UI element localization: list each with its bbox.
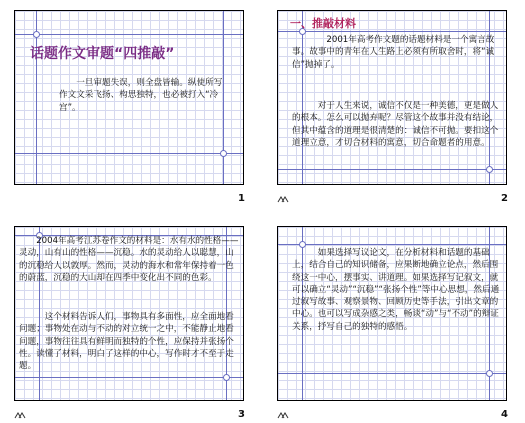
decor-circle xyxy=(220,150,227,157)
decor-circle xyxy=(33,31,40,38)
slide-paragraph: 一旦审题失误，则全盘皆输。纵使所写作文文采飞扬、构思独特，也必被打入“冷宫”。 xyxy=(59,78,223,113)
slide-number: 2 xyxy=(501,193,508,204)
decor-line xyxy=(278,244,506,245)
decor-circle xyxy=(486,370,493,377)
decor-circle xyxy=(486,166,493,173)
slide-paragraph: 对于人生来说，诚信不仅是一种美德，更是做人的根本。怎么可以抛弃呢？尽管这个故事并没有结论，但其中蕴含的道理是很清楚的：诚信不可抛。要扣这个道理立意，才切合材料的寓意，切合命题者的用意。 xyxy=(292,101,499,148)
decor-circle xyxy=(223,374,230,381)
slide-title: 一、推敲材料 xyxy=(290,17,356,30)
slide-title: 话题作文审题“四推敲” xyxy=(30,46,175,62)
notes-icon xyxy=(14,411,26,420)
decor-line xyxy=(15,34,243,35)
slide-4[interactable] xyxy=(277,226,507,401)
slide-paragraph: 如果选择写议论文，在分析材料和话题的基础上，结合自己的知识储备，应果断地确立论点，然后围绕这一中心，摆事实、讲道理。如果选择写记叙文，就可以确立“灵动”“沉稳”“张扬个性”等中心思想，然后通过叙写故事、观察景物、回顾历史等手法，引出文章的中心。也可以写成杂感之类，畅谈“动”与“不动”的辩证关系，抒写自己的独特的感悟。 xyxy=(292,248,500,332)
slide-1[interactable] xyxy=(14,10,244,185)
slide-2[interactable] xyxy=(277,10,507,185)
notes-icon xyxy=(277,195,289,204)
decor-line xyxy=(278,373,506,374)
decor-line xyxy=(15,153,243,154)
slide-3[interactable] xyxy=(14,226,244,401)
notes-icon xyxy=(277,411,289,420)
slide-number: 1 xyxy=(238,193,245,204)
slide-paragraph: 2004年高考江苏卷作文的材料是：水有水的性格——灵动，山有山的性格——沉稳。水的灵动给人以聪慧，山的沉稳给人以敦厚。然而，灵动的海水和常年保持着一色的蔚蓝，沉稳的大山却在四季中变化出不同的色彩。 xyxy=(19,236,239,283)
slide-number: 4 xyxy=(501,409,508,420)
decor-line xyxy=(278,31,506,32)
slide-paragraph: 这个材料告诉人们，事物具有多面性，应全面地看问题；事物处在动与不动的对立统一之中，不能静止地看问题，事物往往具有鲜明而独特的个性，应保持并张扬个性。读懂了材料，明白了这样的中心，写作时才不至于走题。 xyxy=(19,312,234,372)
slide-paragraph: 2001年高考作文题的话题材料是一个寓言故事。故事中的青年在人生路上必须有所取舍时，将“诚信”抛掉了。 xyxy=(292,35,495,70)
decor-line xyxy=(15,377,243,378)
slide-number: 3 xyxy=(238,409,245,420)
decor-line xyxy=(278,169,506,170)
